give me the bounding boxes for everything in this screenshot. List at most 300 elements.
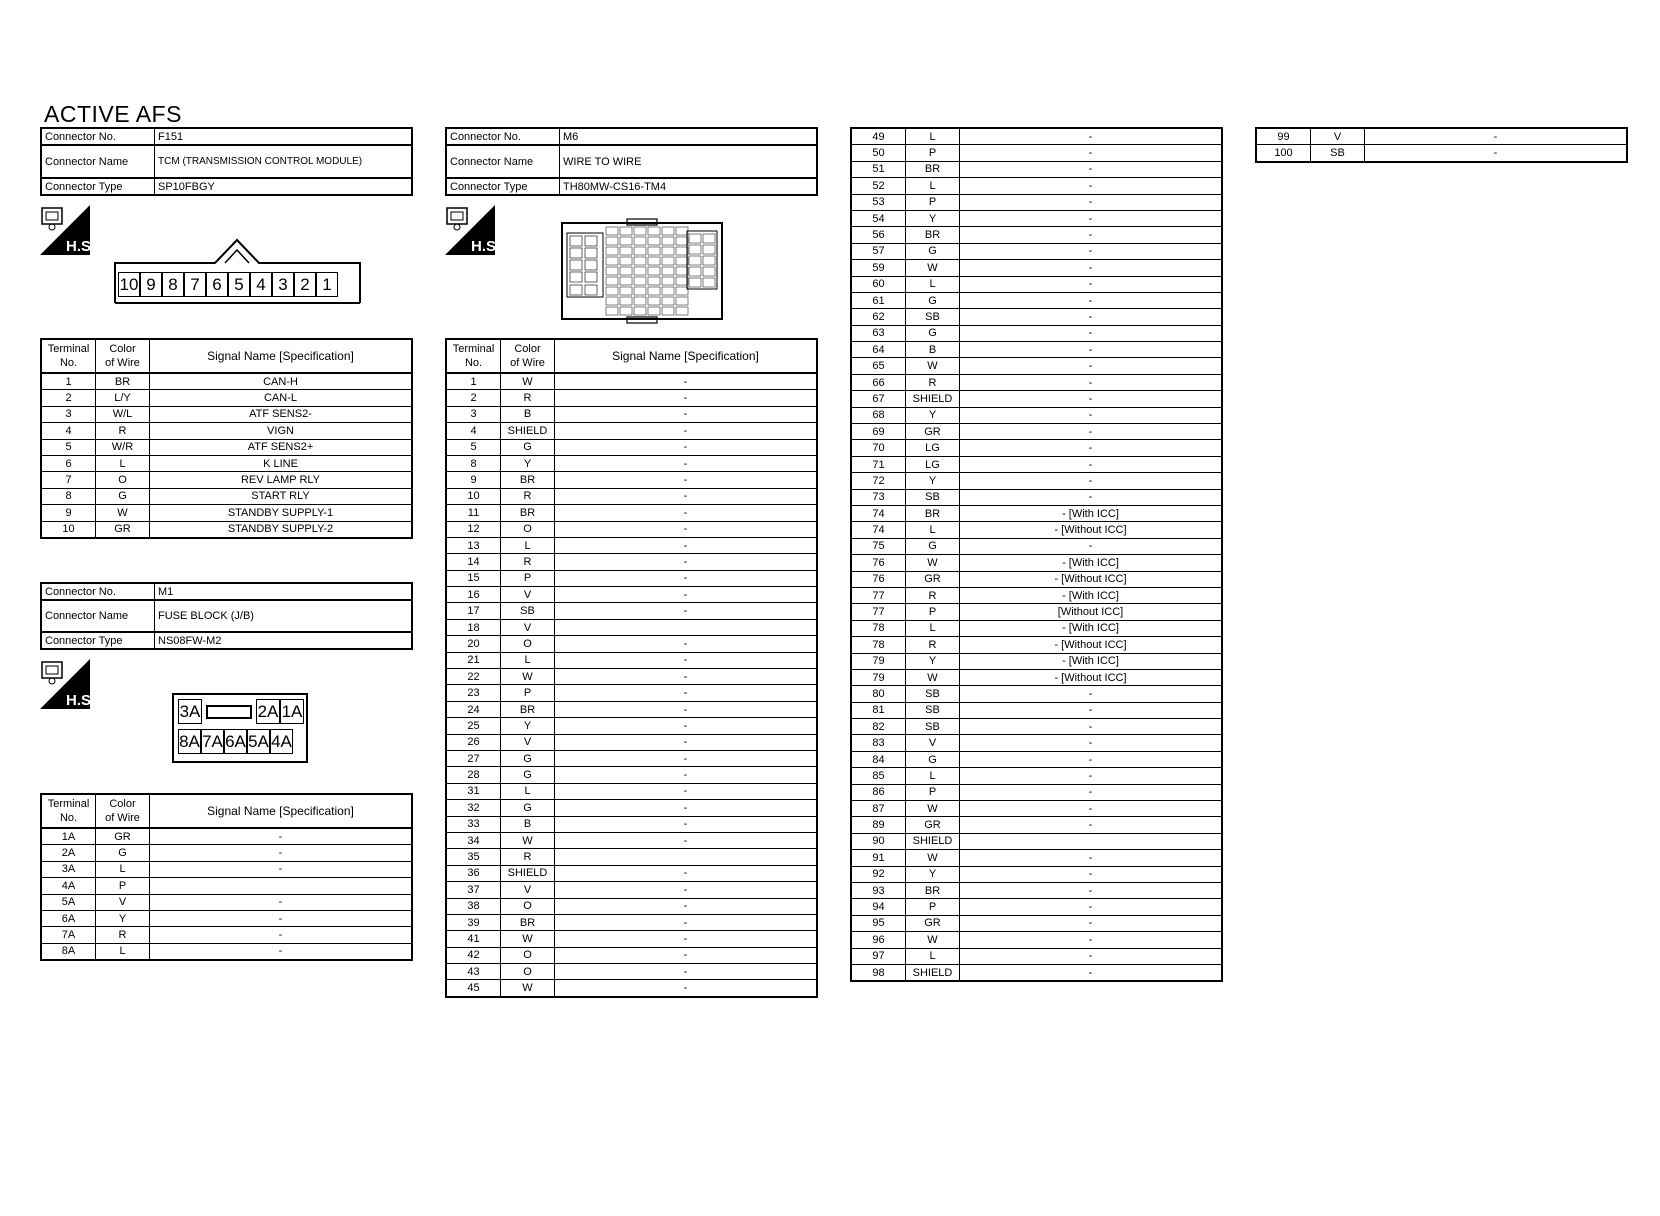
terminal-no: 59 [851,260,906,276]
wire-color: V [501,587,555,603]
terminal-no: 9 [446,472,501,488]
table-row [1256,128,1627,145]
signal-name: - [555,472,818,488]
table-row [851,358,1222,374]
header-color-of-wire: Color of Wire [96,794,150,828]
table-row [41,472,412,488]
terminal-no: 73 [851,489,906,505]
wire-color: GR [96,521,150,538]
wire-color: GR [96,828,150,845]
terminal-no: 76 [851,555,906,571]
label-connector-name: Connector Name [41,600,155,632]
connector-m1-face [172,693,308,763]
wire-color: P [906,194,960,210]
terminal-no: 95 [851,915,906,931]
table-row [446,455,817,471]
terminal-no: 9 [41,505,96,521]
terminal-no: 13 [446,537,501,553]
connector-f151-pin-table [40,338,413,539]
table-row [41,878,412,894]
wire-color: BR [501,701,555,717]
table-row [851,555,1222,571]
table-row [851,407,1222,423]
signal-name: - [960,391,1223,407]
terminal-no: 27 [446,750,501,766]
wire-color: Y [906,210,960,226]
label-connector-type: Connector Type [41,632,155,649]
wire-color: R [906,637,960,653]
terminal-no: 5 [446,439,501,455]
wire-color: P [906,784,960,800]
wire-color: Y [501,455,555,471]
wire-color: G [96,845,150,861]
terminal-no: 2 [41,390,96,406]
wire-color: V [1311,128,1365,145]
signal-name: - [555,865,818,881]
signal-name: - [With ICC] [960,505,1223,521]
signal-name: - [960,424,1223,440]
signal-name: - [960,227,1223,243]
wire-color: O [501,521,555,537]
table-row [851,915,1222,931]
table-row [41,488,412,504]
terminal-no: 78 [851,620,906,636]
label-connector-name: Connector Name [41,145,155,178]
wire-color: B [501,816,555,832]
wire-color: G [906,292,960,308]
table-row [446,914,817,930]
terminal-no: 5A [41,894,96,910]
signal-name: - [960,735,1223,751]
signal-name: - [960,915,1223,931]
wire-color: GR [906,915,960,931]
table-row [851,505,1222,521]
wire-color: W [96,505,150,521]
wire-color: BR [501,505,555,521]
wire-color: SHIELD [906,964,960,981]
wire-color: O [501,964,555,980]
table-row [851,833,1222,849]
table-row [851,227,1222,243]
wire-color: Y [501,718,555,734]
wire-color: P [906,899,960,915]
wire-color: L [96,943,150,960]
terminal-no: 35 [446,849,501,865]
table-row [446,587,817,603]
terminal-no: 21 [446,652,501,668]
signal-name: - [960,161,1223,177]
table-row [851,538,1222,554]
signal-name: - [960,309,1223,325]
label-connector-no: Connector No. [446,128,560,145]
terminal-no: 3 [446,406,501,422]
signal-name: - [555,685,818,701]
table-row [446,734,817,750]
connector-name-value: TCM (TRANSMISSION CONTROL MODULE) [155,145,413,178]
connector-m6-pin-table-cont [850,127,1223,982]
terminal-no: 81 [851,702,906,718]
wire-color: W [906,555,960,571]
signal-name: START RLY [150,488,413,504]
table-row [851,850,1222,866]
terminal-no: 33 [446,816,501,832]
terminal-no: 34 [446,832,501,848]
wire-color: R [501,554,555,570]
signal-name: - [960,178,1223,194]
wire-color: L [96,455,150,471]
hs-icon [40,205,96,255]
terminal-no: 54 [851,210,906,226]
terminal-no: 8A [41,943,96,960]
terminal-no: 42 [446,947,501,963]
pin-cell: 8A [178,729,201,754]
wire-color: V [501,734,555,750]
signal-name: - [960,210,1223,226]
wire-color: Y [96,910,150,926]
connector-m6-info [445,127,818,196]
signal-name: - [960,719,1223,735]
latch-slot [206,705,252,719]
wire-color: L [906,620,960,636]
table-row [851,145,1222,161]
signal-name: - [960,538,1223,554]
signal-name: - [960,440,1223,456]
terminal-no: 3A [41,861,96,877]
connector-no-value: F151 [155,128,413,145]
signal-name: - [555,488,818,504]
connector-f151-pins [118,272,338,297]
wire-color: BR [906,505,960,521]
connector-type-value: SP10FBGY [155,178,413,195]
connector-type-value: NS08FW-M2 [155,632,413,649]
signal-name: - [960,358,1223,374]
signal-name: - [555,587,818,603]
signal-name: - [555,783,818,799]
table-row [446,980,817,997]
table-row [851,178,1222,194]
wire-color: V [501,619,555,635]
wire-color: W [501,931,555,947]
signal-name: - [555,652,818,668]
table-row [851,866,1222,882]
terminal-no: 38 [446,898,501,914]
table-row [446,439,817,455]
table-row [446,652,817,668]
signal-name: - [555,439,818,455]
pin-cell: 2A [256,699,280,724]
terminal-no: 99 [1256,128,1311,145]
wire-color: L [906,768,960,784]
terminal-no: 10 [446,488,501,504]
signal-name: - [960,932,1223,948]
header-terminal-no: Terminal No. [41,339,96,373]
table-row [851,456,1222,472]
table-row [851,374,1222,390]
terminal-no: 85 [851,768,906,784]
table-row [446,554,817,570]
terminal-no: 86 [851,784,906,800]
wire-color: Y [906,407,960,423]
terminal-no: 51 [851,161,906,177]
terminal-no: 4 [446,423,501,439]
label-connector-no: Connector No. [41,583,155,600]
signal-name: - [555,423,818,439]
pin-cell: 3A [178,699,202,724]
signal-name: [Without ICC] [960,604,1223,620]
signal-name: - [Without ICC] [960,571,1223,587]
terminal-no: 92 [851,866,906,882]
wire-color: B [501,406,555,422]
terminal-no: 39 [446,914,501,930]
pin-cell: 10 [118,272,140,297]
table-row [851,686,1222,702]
terminal-no: 96 [851,932,906,948]
table-row [851,735,1222,751]
signal-name: - [960,817,1223,833]
wire-color: P [906,145,960,161]
terminal-no: 31 [446,783,501,799]
table-row [851,964,1222,981]
terminal-no: 1 [446,373,501,390]
table-row [446,373,817,390]
table-row [41,439,412,455]
terminal-no: 72 [851,473,906,489]
signal-name: - [960,784,1223,800]
table-row [41,943,412,960]
label-connector-name: Connector Name [446,145,560,178]
connector-no-value: M6 [560,128,818,145]
terminal-no: 77 [851,587,906,603]
wire-color: L/Y [96,390,150,406]
signal-name: - [960,702,1223,718]
signal-name: - [555,832,818,848]
wire-color: Y [906,473,960,489]
wire-color: P [501,570,555,586]
wire-color: W [501,832,555,848]
terminal-no: 76 [851,571,906,587]
signal-name: - [555,390,818,406]
terminal-no: 67 [851,391,906,407]
signal-name: - [960,243,1223,259]
signal-name: - [555,521,818,537]
table-row [851,932,1222,948]
table-row [851,194,1222,210]
table-row [851,440,1222,456]
terminal-no: 79 [851,669,906,685]
pin-cell: 7 [184,272,206,297]
wire-color: G [501,439,555,455]
terminal-no: 68 [851,407,906,423]
signal-name: - [960,850,1223,866]
table-row [446,832,817,848]
terminal-no: 6A [41,910,96,926]
terminal-no: 89 [851,817,906,833]
label-connector-no: Connector No. [41,128,155,145]
terminal-no: 84 [851,751,906,767]
terminal-no: 1A [41,828,96,845]
wire-color: SB [501,603,555,619]
terminal-no: 83 [851,735,906,751]
terminal-no: 75 [851,538,906,554]
wire-color: V [906,735,960,751]
connector-m6-pin-table-cont2 [1255,127,1628,163]
signal-name: - [555,669,818,685]
connector-f151-face [115,238,360,308]
signal-name [150,878,413,894]
wire-color: W [501,373,555,390]
signal-name: - [960,325,1223,341]
table-row [851,768,1222,784]
signal-name: VIGN [150,423,413,439]
wire-color: L [906,522,960,538]
table-row [851,489,1222,505]
wire-color: SB [906,719,960,735]
wire-color: O [501,898,555,914]
signal-name: - [Without ICC] [960,637,1223,653]
signal-name: - [555,570,818,586]
table-row [41,373,412,390]
terminal-no: 87 [851,801,906,817]
terminal-no: 14 [446,554,501,570]
wire-color: BR [906,882,960,898]
terminal-no: 45 [446,980,501,997]
connector-m6-face-diagram [561,219,723,328]
signal-name: - [555,914,818,930]
terminal-no: 94 [851,899,906,915]
signal-name: - [960,342,1223,358]
table-row [41,390,412,406]
signal-name: - [555,800,818,816]
table-row [446,898,817,914]
signal-name: - [555,947,818,963]
terminal-no: 8 [41,488,96,504]
terminal-no: 77 [851,604,906,620]
table-row [851,948,1222,964]
wire-color: G [906,243,960,259]
table-row [41,845,412,861]
label-connector-type: Connector Type [41,178,155,195]
terminal-no: 25 [446,718,501,734]
table-row [446,931,817,947]
table-row [851,424,1222,440]
table-row [851,128,1222,145]
table-row [41,828,412,845]
table-row [41,423,412,439]
signal-name: - [960,866,1223,882]
signal-name: REV LAMP RLY [150,472,413,488]
terminal-no: 5 [41,439,96,455]
wire-color: R [501,849,555,865]
table-row [41,910,412,926]
signal-name: - [960,948,1223,964]
wire-color: LG [906,456,960,472]
wire-color: O [501,947,555,963]
terminal-no: 24 [446,701,501,717]
terminal-no: 100 [1256,145,1311,162]
table-row [851,309,1222,325]
terminal-no: 98 [851,964,906,981]
table-row [851,276,1222,292]
terminal-no: 53 [851,194,906,210]
wire-color: SHIELD [501,865,555,881]
wire-color: SB [906,489,960,505]
signal-name: - [960,260,1223,276]
header-color-of-wire: Color of Wire [96,339,150,373]
signal-name: - [960,456,1223,472]
signal-name: - [960,964,1223,981]
signal-name: CAN-H [150,373,413,390]
terminal-no: 66 [851,374,906,390]
signal-name: - [555,750,818,766]
wire-color: Y [906,653,960,669]
wire-color: SHIELD [906,833,960,849]
terminal-no: 50 [851,145,906,161]
wire-color: GR [906,424,960,440]
connector-name-value: FUSE BLOCK (J/B) [155,600,413,632]
table-row [851,243,1222,259]
table-row [851,817,1222,833]
wire-color: L [906,128,960,145]
signal-name: - [150,894,413,910]
wire-color: P [906,604,960,620]
signal-name: - [555,931,818,947]
signal-name: - [960,128,1223,145]
table-row [851,751,1222,767]
signal-name: - [960,276,1223,292]
terminal-no: 2A [41,845,96,861]
signal-name: CAN-L [150,390,413,406]
table-row [446,800,817,816]
terminal-no: 63 [851,325,906,341]
pin-cell: 5A [247,729,270,754]
terminal-no: 32 [446,800,501,816]
wire-color: G [906,325,960,341]
table-row [446,750,817,766]
terminal-no: 74 [851,522,906,538]
table-row [41,894,412,910]
signal-name: - [With ICC] [960,620,1223,636]
wire-color: P [96,878,150,894]
hs-label: H.S. [66,692,96,709]
wire-color: SB [1311,145,1365,162]
terminal-no: 60 [851,276,906,292]
table-row [446,783,817,799]
table-row [446,849,817,865]
wire-color: W [906,850,960,866]
signal-name: - [1365,145,1628,162]
signal-name: STANDBY SUPPLY-2 [150,521,413,538]
header-terminal-no: Terminal No. [446,339,501,373]
terminal-no: 69 [851,424,906,440]
table-row [851,637,1222,653]
wire-color: W [906,932,960,948]
wire-color: P [501,685,555,701]
wire-color: BR [906,227,960,243]
terminal-no: 4A [41,878,96,894]
wire-color: V [501,882,555,898]
header-signal-name: Signal Name [Specification] [555,339,818,373]
terminal-no: 4 [41,423,96,439]
terminal-no: 49 [851,128,906,145]
table-row [851,882,1222,898]
hs-icon [445,205,501,255]
connector-m1-info [40,582,413,650]
table-row [851,653,1222,669]
terminal-no: 64 [851,342,906,358]
wire-color: L [906,948,960,964]
pin-cell: 8 [162,272,184,297]
wire-color: G [906,538,960,554]
